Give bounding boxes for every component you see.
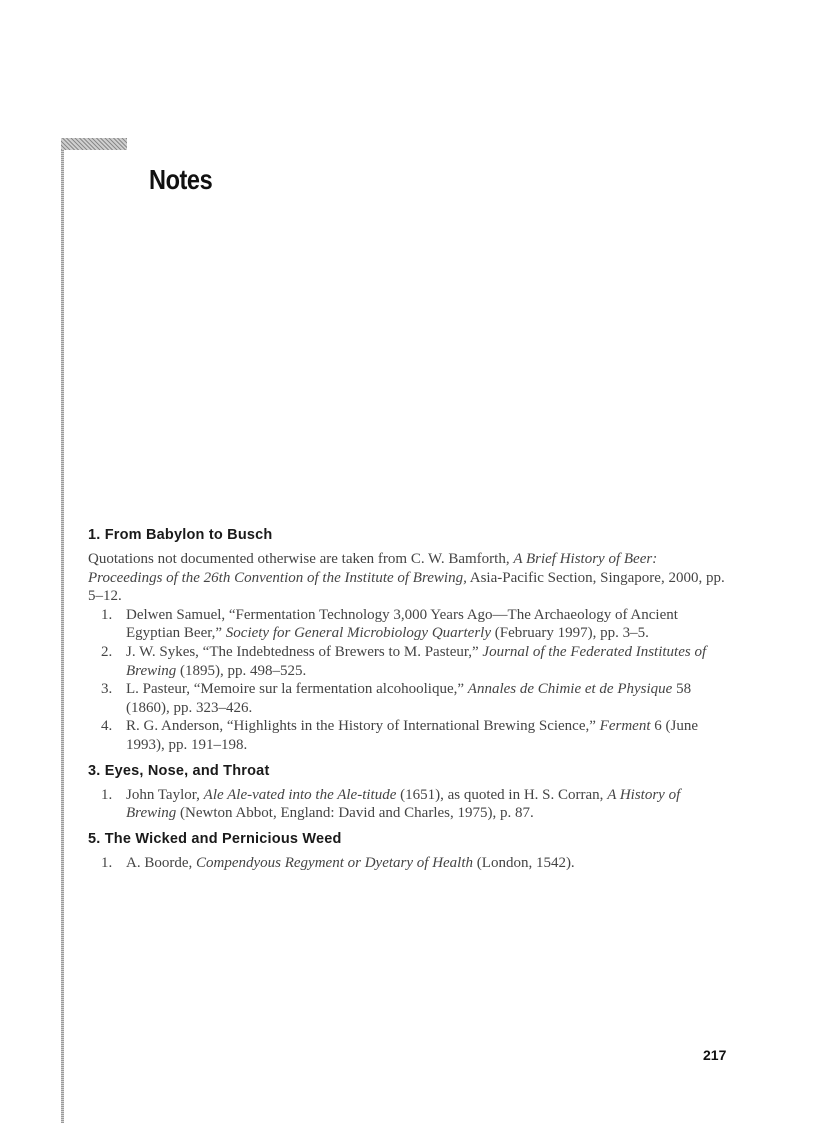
text-run: (1651), as quoted in H. S. Corran,: [396, 786, 608, 803]
italic-title: Society for General Microbiology Quarterly: [225, 625, 491, 642]
text-run: 58 (1860), pp. 323–426.: [126, 681, 692, 716]
note-number: 1.: [101, 854, 113, 871]
note-number: 3.: [101, 681, 113, 698]
note-text: [126, 718, 698, 753]
section-heading: 3. Eyes, Nose, and Throat: [88, 762, 270, 779]
text-run: Delwen Samuel, “Fermentation Technology 3,000 Years Ago—The Archaeology of Ancient Egyptian Beer,”: [126, 606, 678, 642]
note-item: [88, 786, 728, 823]
text-run: R. G. Anderson, “Highlights in the History of International Brewing Science,”: [126, 718, 600, 735]
notes-list: [88, 786, 728, 823]
note-item: [88, 643, 728, 680]
text-run: (1895), pp. 498–525.: [176, 662, 307, 679]
note-text: [126, 855, 575, 871]
italic-title: Ferment: [599, 718, 651, 735]
note-number: 1.: [101, 606, 113, 623]
notes-section: [88, 831, 728, 873]
text-run: J. W. Sykes, “The Indebtedness of Brewers to M. Pasteur,”: [126, 643, 483, 660]
section-heading: 5. The Wicked and Pernicious Weed: [88, 830, 342, 847]
decorative-side-rule: [61, 138, 64, 1123]
note-item: [88, 680, 728, 717]
note-text: [126, 681, 691, 716]
note-item: [88, 717, 728, 754]
text-run: John Taylor,: [126, 786, 204, 803]
text-run: Asia-Pacific Section, Singapore, 2000, pp. 5–12.: [88, 569, 725, 605]
note-number: 1.: [101, 786, 113, 803]
notes-list: [88, 854, 728, 873]
text-run: (February 1997), pp. 3–5.: [491, 625, 649, 642]
note-item: [88, 606, 728, 643]
note-text: [126, 787, 680, 822]
italic-title: A Brief History of Beer: Proceedings of the 26th Convention of the Institute of Brewing,: [88, 551, 658, 586]
text-run: (London, 1542).: [473, 854, 575, 871]
italic-title: Ale Ale-vated into the Ale-titude: [203, 786, 397, 803]
section-intro: [88, 550, 728, 606]
notes-section: [88, 763, 728, 823]
italic-title: A History of Brewing: [126, 786, 681, 822]
italic-title: Annales de Chimie et de Physique: [467, 681, 673, 698]
page-number: 217: [703, 1047, 727, 1063]
italic-title: Journal of the Federated Institutes of Brewing: [126, 643, 707, 679]
text-run: (Newton Abbot, England: David and Charles, 1975), p. 87.: [176, 805, 534, 822]
text-run: Quotations not documented otherwise are taken from C. W. Bamforth,: [88, 551, 514, 567]
notes-body: [88, 527, 728, 880]
text-run: 6 (June 1993), pp. 191–198.: [126, 718, 698, 753]
note-text: [126, 644, 706, 679]
text-run: A. Boorde,: [126, 854, 196, 871]
italic-title: Compendyous Regyment or Dyetary of Health: [196, 854, 474, 871]
text-run: L. Pasteur, “Memoire sur la fermentation alcohoolique,”: [126, 681, 468, 698]
note-number: 4.: [101, 718, 113, 735]
notes-list: [88, 606, 728, 755]
decorative-corner-block: [61, 138, 127, 150]
note-item: [88, 854, 728, 873]
page-title: Notes: [149, 164, 213, 195]
notes-section: [88, 527, 728, 755]
note-number: 2.: [101, 643, 113, 660]
note-text: [126, 607, 678, 642]
section-heading: 1. From Babylon to Busch: [88, 527, 273, 543]
